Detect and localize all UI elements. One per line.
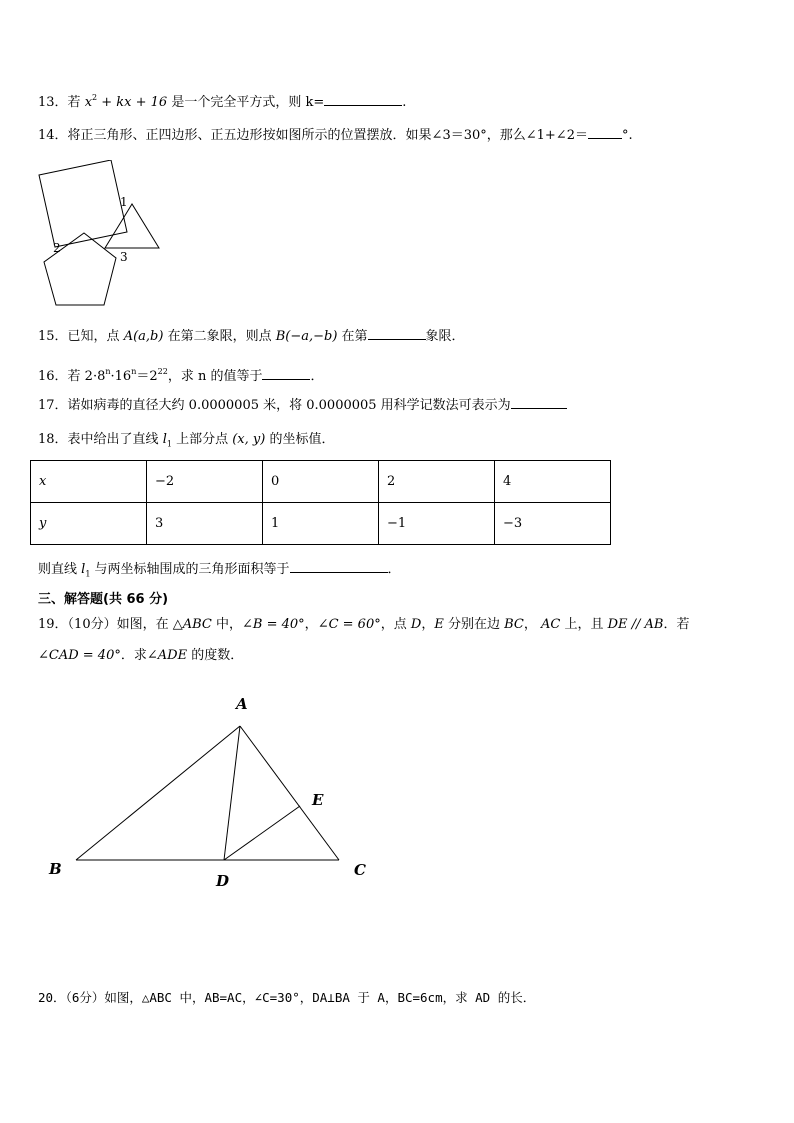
question-14 bbox=[38, 124, 633, 146]
q18-after-dot: ． bbox=[387, 562, 401, 577]
q19-text: 分别在边 bbox=[443, 617, 505, 632]
table-cell: 1 bbox=[263, 503, 379, 545]
side-bc: BC bbox=[504, 617, 524, 632]
q19-text: ， bbox=[421, 617, 435, 632]
answer-blank[interactable] bbox=[290, 558, 388, 573]
q19-text: 上，且 bbox=[560, 617, 608, 632]
question-number: 19． bbox=[38, 617, 68, 632]
question-15 bbox=[38, 325, 465, 347]
table-row bbox=[31, 503, 611, 545]
table-cell: 2 bbox=[379, 461, 495, 503]
question-19-line2 bbox=[38, 646, 243, 666]
table-cell: −1 bbox=[379, 503, 495, 545]
angle-ade: ∠ADE bbox=[146, 648, 188, 663]
answer-blank[interactable] bbox=[511, 394, 567, 409]
point-a: A(a,b) bbox=[123, 329, 164, 344]
triangle-abc: △ABC bbox=[172, 617, 212, 632]
q14-end: °. bbox=[621, 128, 633, 143]
question-number: 14． bbox=[38, 128, 68, 143]
q16-end2: ． bbox=[310, 369, 324, 384]
line-sub: 1 bbox=[166, 439, 172, 449]
q14-text: 将正三角形、正四边形、正五边形按如图所示的位置摆放．如果∠3＝30°，那么∠1+∠2＝ bbox=[67, 128, 588, 143]
table-cell: −2 bbox=[147, 461, 263, 503]
vertex-label-b: B bbox=[49, 860, 62, 878]
point-d: D bbox=[410, 617, 422, 632]
q13-end: . bbox=[402, 95, 407, 110]
parallel-de-ab: DE // AB bbox=[607, 617, 664, 632]
coordinate-table bbox=[30, 460, 611, 545]
angle-label-2: 2 bbox=[53, 241, 61, 255]
table-cell: −3 bbox=[495, 503, 611, 545]
angle-cad: ∠CAD = 40° bbox=[38, 648, 121, 663]
q20-text: 如图，△ABC 中，AB=AC，∠C=30°，DA⊥BA 于 A，BC=6cm，求 AD 的长． bbox=[104, 990, 536, 1005]
q19-text: ， bbox=[523, 617, 541, 632]
q13-expr: x bbox=[84, 95, 93, 110]
answer-blank[interactable] bbox=[262, 365, 310, 380]
line-sub: 1 bbox=[85, 569, 91, 579]
question-20 bbox=[38, 988, 535, 1008]
table-cell: 4 bbox=[495, 461, 611, 503]
table-cell: 3 bbox=[147, 503, 263, 545]
side-ac: AC bbox=[540, 617, 561, 632]
question-19 bbox=[38, 615, 690, 635]
point-b: B(−a,−b) bbox=[275, 329, 338, 344]
question-number: 20． bbox=[38, 990, 66, 1005]
vertex-label-d: D bbox=[216, 872, 230, 890]
polygons-figure bbox=[36, 160, 166, 310]
table-cell: 0 bbox=[263, 461, 379, 503]
angle-c: ∠C = 60° bbox=[317, 617, 381, 632]
q19-text: 的度数． bbox=[187, 648, 244, 663]
q17-text: 诺如病毒的直径大约 0.0000005 米，将 0.0000005 用科学记数法可表示为 bbox=[67, 398, 511, 413]
q15-mid: 在第二象限，则点 bbox=[163, 329, 276, 344]
point-e: E bbox=[434, 617, 444, 632]
score-label: （6分） bbox=[65, 990, 105, 1005]
line-l: l bbox=[162, 432, 167, 447]
q18-end: 的坐标值． bbox=[265, 432, 335, 447]
segment-ac bbox=[240, 726, 339, 860]
vertex-label-e: E bbox=[312, 791, 324, 809]
q16-mid: ·16 bbox=[110, 369, 132, 384]
q16-exp2: n bbox=[131, 367, 137, 376]
answer-blank[interactable] bbox=[588, 124, 622, 139]
question-number: 17． bbox=[38, 398, 68, 413]
question-number: 18． bbox=[38, 432, 68, 447]
q19-text: ．若 bbox=[663, 617, 690, 632]
vertex-label-a: A bbox=[236, 695, 248, 713]
question-13 bbox=[38, 88, 406, 113]
question-17 bbox=[38, 394, 567, 416]
q18-pre: 表中给出了直线 bbox=[67, 432, 163, 447]
vertex-label-c: C bbox=[354, 861, 366, 879]
answer-blank[interactable] bbox=[368, 325, 426, 340]
question-number: 13． bbox=[38, 95, 68, 110]
q16-mid2: ＝2 bbox=[136, 369, 158, 384]
point-xy: (x, y) bbox=[232, 432, 266, 447]
question-18-followup bbox=[38, 558, 401, 585]
segment-ba bbox=[76, 726, 240, 860]
section-title: 三、解答题(共 66 分) bbox=[38, 592, 169, 607]
q15-mid2: 在第 bbox=[337, 329, 368, 344]
q16-pre: 若 2·8 bbox=[67, 369, 106, 384]
table-row bbox=[31, 461, 611, 503]
angle-label-3: 3 bbox=[120, 250, 128, 264]
q19-text: 如图，在 bbox=[116, 617, 173, 632]
line-l: l bbox=[81, 562, 86, 577]
triangle-figure bbox=[40, 690, 380, 890]
q18-after-pre: 则直线 bbox=[38, 562, 82, 577]
question-16 bbox=[38, 362, 323, 387]
q16-exp3: 22 bbox=[157, 367, 168, 376]
table-cell: y bbox=[31, 503, 147, 545]
q13-pre: 若 bbox=[67, 95, 85, 110]
segment-ad bbox=[224, 726, 240, 860]
q16-end: ，求 n 的值等于 bbox=[167, 369, 263, 384]
triangle-shape bbox=[105, 204, 159, 248]
question-number: 16． bbox=[38, 369, 68, 384]
q19-text: ．求 bbox=[120, 648, 147, 663]
question-number: 15． bbox=[38, 329, 68, 344]
answer-blank[interactable] bbox=[324, 91, 402, 106]
q19-text: ，点 bbox=[380, 617, 411, 632]
angle-label-1: 1 bbox=[120, 195, 128, 209]
angle-b: ∠B = 40° bbox=[242, 617, 305, 632]
question-18 bbox=[38, 430, 334, 455]
q18-after-end: 与两坐标轴围成的三角形面积等于 bbox=[90, 562, 290, 577]
q15-pre: 已知，点 bbox=[67, 329, 124, 344]
q19-text: ， bbox=[304, 617, 318, 632]
q13-expr2: + kx + 16 bbox=[97, 95, 168, 110]
q13-text: 是一个完全平方式，则 k= bbox=[167, 95, 325, 110]
score-label: （10分） bbox=[67, 617, 117, 632]
q18-mid: 上部分点 bbox=[171, 432, 233, 447]
q15-end: 象限． bbox=[425, 329, 465, 344]
q19-text: 中， bbox=[211, 617, 243, 632]
table-cell: x bbox=[31, 461, 147, 503]
segment-de bbox=[224, 806, 300, 860]
q13-exp: 2 bbox=[92, 93, 98, 102]
q16-exp1: n bbox=[105, 367, 111, 376]
